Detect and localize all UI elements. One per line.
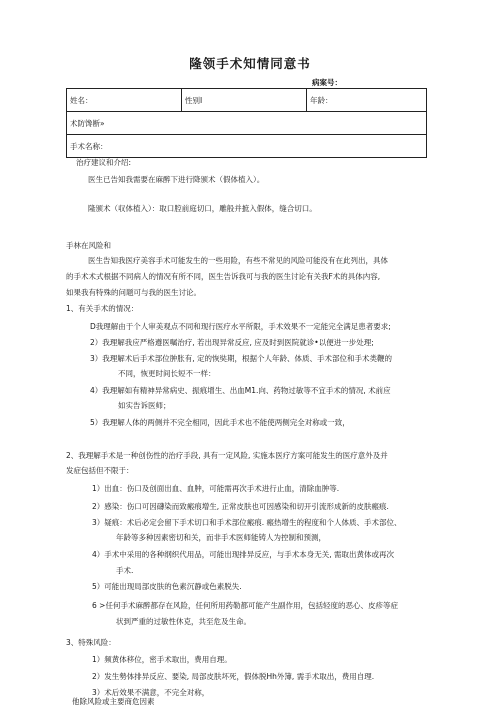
treatment-paragraph-1: 医生已告知我需要在麻醉下进行降颁术（假体植入）。 — [88, 175, 265, 184]
list-item: 如实告诉医师； — [118, 401, 171, 410]
list-item: 5）我理解人体的两侧并不完全相同，因此手术也不能使两侧完全对称或一致， — [90, 418, 350, 427]
section-2-heading-cont: 发症包括但不限于： — [66, 466, 134, 475]
list-item: 3）我理解术后手术部位肿胀有, 定的恢奘期，根据个人年龄、体质、手术部位和手术类鞭的 — [90, 354, 393, 363]
list-item: 年龄等多种因素密切和关，而非手术医师能铸人为控制和预测， — [116, 533, 326, 542]
treatment-heading: 治疗建议和介绍: — [76, 158, 132, 167]
table-row — [67, 135, 427, 158]
list-item: 2）感染：伤口可因礴染而致瘢痕增生, 正常皮肤也可因感染和切开引流形成新的皮肤瘢痕. — [92, 502, 389, 511]
risk-paragraph-line: 的手术术式根据不同病人的情况有所不同，医生告诉我可与我的医生讨论有关我F术的具体内容, — [66, 272, 381, 281]
list-item: 3）疑痕：术后必定会留下手术切口和手术部位瘢痕. 瘢热增生的程度和个人体质、手术部位、 — [92, 518, 402, 527]
section-1-heading: 1、有关手术的情况： — [66, 304, 139, 313]
page-title: 隆领手术知情同意书 — [189, 56, 311, 71]
name-field[interactable]: 姓名： — [67, 89, 182, 112]
treatment-paragraph-2: 隆颁术（収体植入）：取口腔前庭切口，雕般并摭入假体，缝合切口。 — [88, 204, 317, 213]
list-item: 2）发生勢体排异反应、要染, 局部皮肤坏死，假体脱Hh外簿, 需手术取出，费用自理. — [92, 672, 375, 681]
table-row — [67, 89, 427, 112]
record-number-label: 病案号： — [312, 78, 342, 87]
list-item: D我理解由于个人审美观点不同和现行医疗水平所限，手术效果不一定能完全满足患者要求; — [90, 322, 391, 331]
section-2-heading: 2、我理解手术是一种创伤性的治疗手段, 具有一定风险, 实施本医疗方案可能发生的医疗意外及并 — [66, 451, 388, 460]
list-item: 6 >任何手术麻醉都存在风险，任何所用药勒都可能产生副作用，包括轻度的恶心、皮疹等症 — [92, 601, 398, 610]
surgery-name-field[interactable]: 手术名称： — [67, 135, 427, 158]
list-item: 4）我理解如有精神异常病史、振痕增生、出血M1.向、药物过敏等不宜手术的情况, 术前应 — [90, 386, 391, 395]
list-item: 2）我理解我应严格遵医嘱治疗, 若出现异常反应, 应及时到医院就诊•以便进一步处理; — [90, 338, 374, 347]
list-item: 5）可能出现局部皮肤的色素沉静或色素脱失. — [92, 582, 242, 591]
risk-paragraph-line: 医生告知我医疗美容手术可能发生的一些用险，有些不常见的风险可能没有在此列出，具体 — [88, 256, 388, 265]
patient-info-table — [66, 88, 427, 158]
list-item: 3）术后效果不满意，不完全对称， — [92, 688, 210, 697]
table-row — [67, 112, 427, 135]
preop-diagnosis-field[interactable]: 术防馋断» — [67, 112, 427, 135]
risk-paragraph-line: 如果我有特殊的问题可与我的医生讨论。 — [66, 288, 201, 297]
age-field[interactable]: 年龄： — [307, 89, 427, 112]
list-item: 手术. — [116, 566, 134, 575]
section-3-heading: 3、特殊风险： — [66, 638, 116, 647]
footer-line: 他除风险或主要商危因素 — [72, 697, 155, 706]
list-item: 状到严重的过敏性休克，共至危及生命。 — [116, 617, 251, 626]
list-item: 4）手术中采用的各种纲织代用品，可能出现排异反应，与手术本身无关, 需取出黄体或再次 — [92, 550, 395, 559]
list-item: 不同，恢更时间长短不一样： — [118, 369, 216, 378]
risk-heading: 手林在风险和 — [66, 241, 111, 250]
gender-field[interactable]: 性别I — [182, 89, 307, 112]
list-item: 1）出血：伤口及创面出血、血肿，可能需再次手术进行止血，清除血肿等. — [92, 484, 340, 493]
list-item: 1）频黄体移位，密手术取出，费用自理。 — [92, 655, 232, 664]
